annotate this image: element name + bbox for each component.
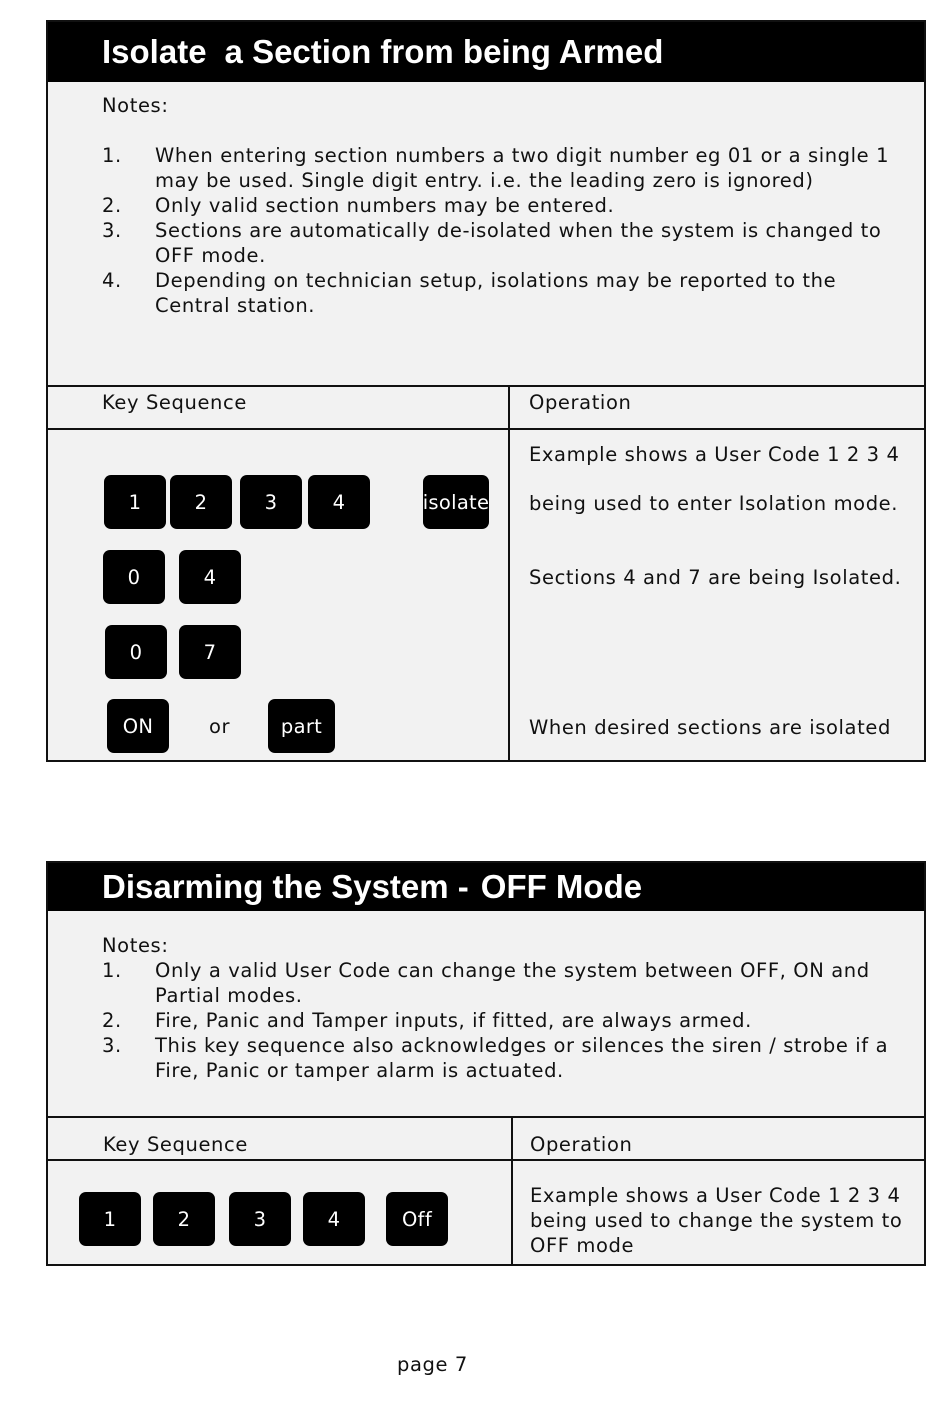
disarm-op-line-2: being used to change the system to [530,1209,903,1232]
key-2[interactable]: 2 [170,475,232,529]
disarm-key-sequence-header: Key Sequence [103,1133,248,1156]
disarm-operation-header: Operation [530,1133,633,1156]
isolate-key[interactable]: isolate [423,475,489,529]
isolate-section [46,20,926,762]
isolate-title-rest: a Section from being Armed [224,33,664,70]
disarm-note-2: 2. Fire, Panic and Tamper inputs, if fitted, are always armed. [102,1009,752,1032]
key-3[interactable]: 3 [240,475,302,529]
isolate-title [48,22,924,82]
disarm-key-3[interactable]: 3 [229,1192,291,1246]
disarm-op-line-1: Example shows a User Code 1 2 3 4 [530,1184,901,1207]
isolate-op-line-3: Sections 4 and 7 are being Isolated. [529,566,902,589]
isolate-divider-top [48,385,924,387]
disarm-column-divider [511,1116,513,1266]
isolate-note-2: 2. Only valid section numbers may be entered. [102,194,615,217]
page-number: page 7 [397,1353,468,1376]
or-label: or [209,715,231,738]
disarm-divider-top [48,1116,924,1118]
isolate-note-3: 3. Sections are automatically de-isolated when the system is changed to OFF mode. [102,219,882,267]
disarm-op-line-3: OFF mode [530,1234,635,1257]
part-key[interactable]: part [268,699,335,753]
disarm-note-1: 1. Only a valid User Code can change the system between OFF, ON and Partial modes. [102,959,870,1007]
disarm-section [46,861,926,1266]
disarm-key-4[interactable]: 4 [303,1192,365,1246]
isolate-op-line-1: Example shows a User Code 1 2 3 4 [529,443,900,466]
key-7-section[interactable]: 7 [179,625,241,679]
isolate-op-line-2: being used to enter Isolation mode. [529,492,899,515]
on-key[interactable]: ON [107,699,169,753]
isolate-column-divider [508,385,510,762]
disarm-title-left: Disarming the System - [102,868,469,905]
disarm-title [48,863,924,911]
disarm-key-1[interactable]: 1 [79,1192,141,1246]
disarm-key-2[interactable]: 2 [153,1192,215,1246]
key-0-section-4[interactable]: 0 [103,550,165,604]
isolate-notes [102,93,904,318]
isolate-op-line-4: When desired sections are isolated [529,716,891,739]
disarm-divider-header [48,1159,924,1161]
off-key[interactable]: Off [386,1192,448,1246]
disarm-notes [102,933,904,1083]
isolate-key-sequence-header: Key Sequence [102,391,247,414]
isolate-notes-heading: Notes: [102,94,169,117]
key-1[interactable]: 1 [104,475,166,529]
isolate-note-1: 1. When entering section numbers a two digit number eg 01 or a single 1 may be used. Single digit entry. i.e. the leading zero is ignored) [102,144,890,192]
isolate-note-4: 4. Depending on technician setup, isolations may be reported to the Central station. [102,269,837,317]
key-0-section-7[interactable]: 0 [105,625,167,679]
disarm-title-right: OFF Mode [480,868,643,905]
key-4-section[interactable]: 4 [179,550,241,604]
disarm-notes-heading: Notes: [102,934,169,957]
disarm-note-3: 3. This key sequence also acknowledges or silences the siren / strobe if a Fire, Panic or tamper alarm is actuated. [102,1034,889,1082]
key-4[interactable]: 4 [308,475,370,529]
isolate-title-bold: Isolate [102,33,207,70]
disarm-operation [530,1183,902,1258]
isolate-divider-header [48,428,924,430]
isolate-operation-header: Operation [529,391,632,414]
